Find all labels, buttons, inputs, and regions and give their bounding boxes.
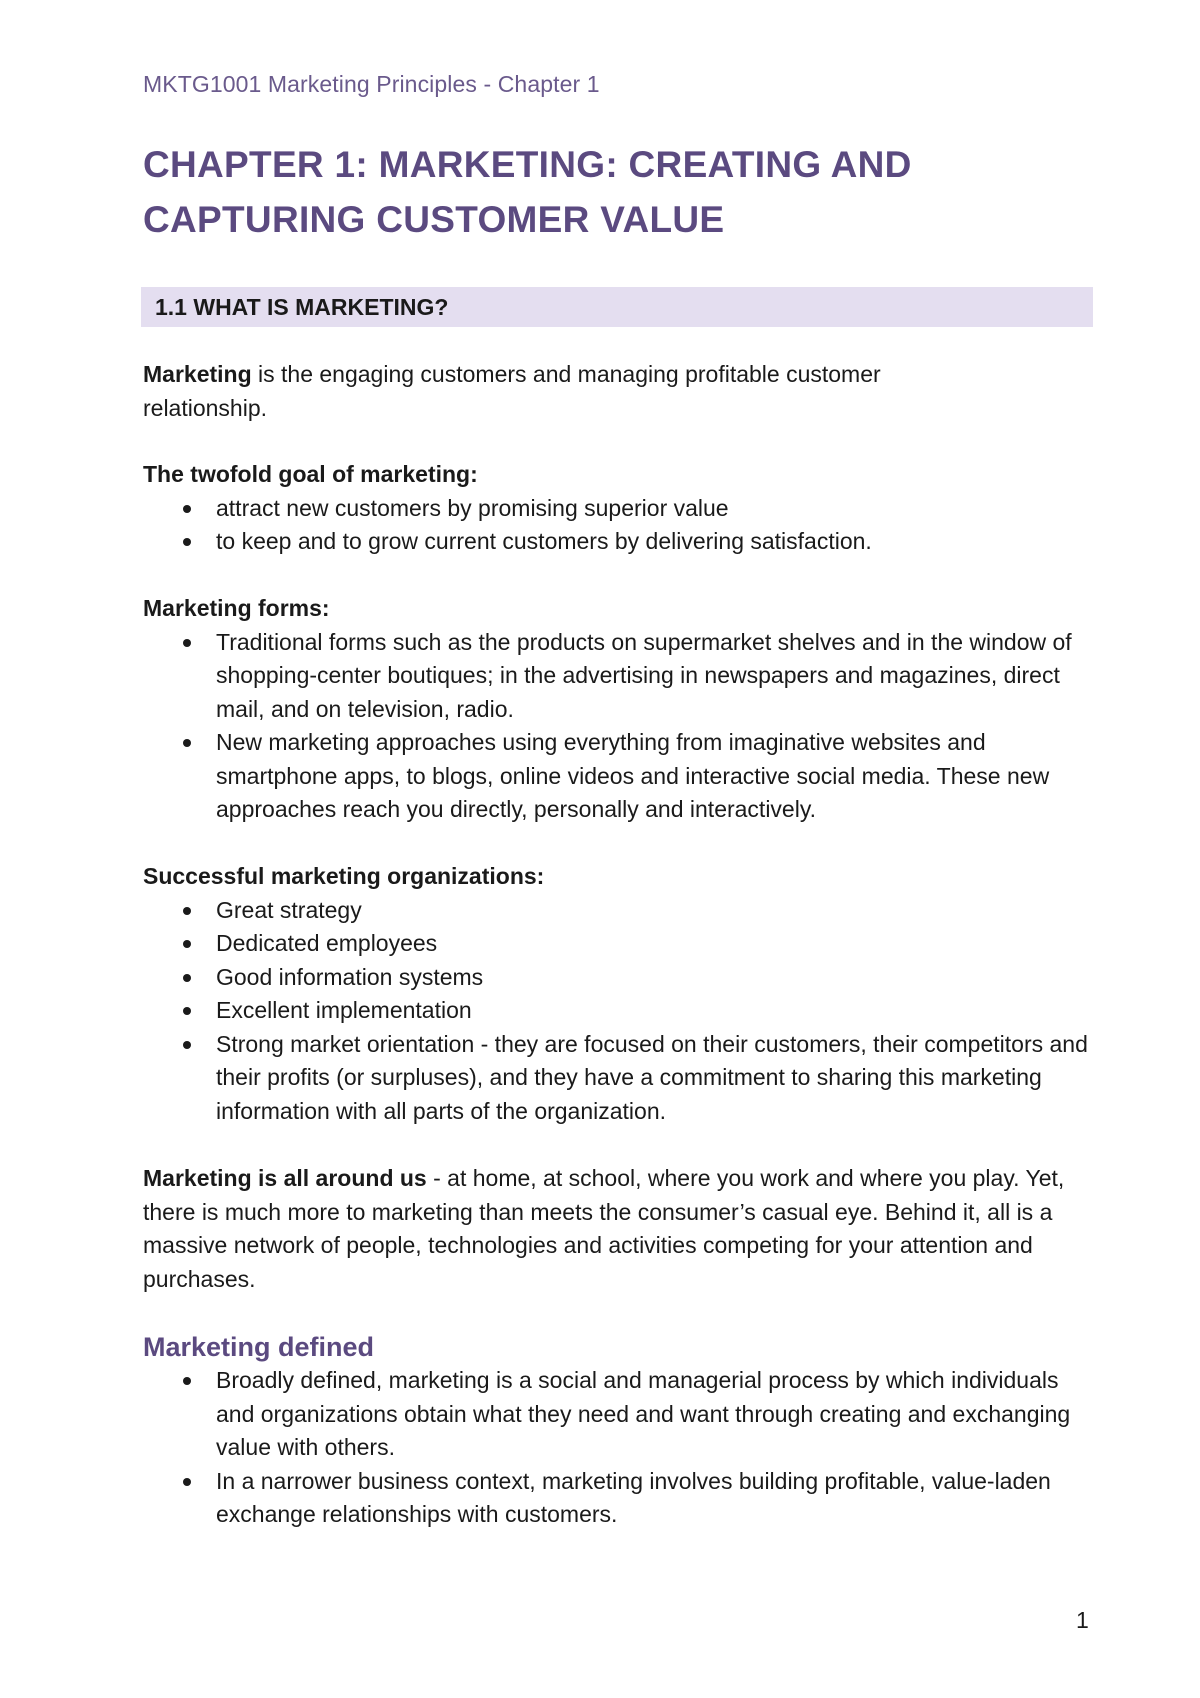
chapter-title — [143, 137, 1063, 247]
list-item: attract new customers by promising superior value — [143, 492, 1093, 526]
definition-paragraph — [143, 358, 963, 425]
successful-organizations-block — [143, 860, 1103, 1128]
twofold-goal-list — [143, 492, 1103, 559]
list-item: Great strategy — [143, 894, 1093, 928]
successful-organizations-list — [143, 894, 1103, 1129]
section-heading: 1.1 WHAT IS MARKETING? — [155, 294, 449, 320]
definition-term: Marketing — [143, 361, 252, 387]
list-item: Excellent implementation — [143, 994, 1093, 1028]
definition-text: is the engaging customers and managing profitable customer relationship. — [143, 361, 881, 421]
marketing-forms-block — [143, 592, 1103, 827]
twofold-goal-block — [143, 458, 1103, 559]
around-us-paragraph — [143, 1162, 1093, 1296]
marketing-forms-heading: Marketing forms: — [143, 595, 330, 621]
section-heading-bar — [141, 287, 1093, 327]
chapter-title-line-2: CAPTURING CUSTOMER VALUE — [143, 199, 725, 240]
list-item: Traditional forms such as the products on supermarket shelves and in the window of shopping-center boutiques; in the advertising in newspapers and magazines, direct mail, and on television, radio. — [143, 626, 1093, 727]
twofold-goal-heading: The twofold goal of marketing: — [143, 461, 478, 487]
successful-organizations-heading: Successful marketing organizations: — [143, 863, 545, 889]
list-item: New marketing approaches using everything from imaginative websites and smartphone apps, to blogs, online videos and interactive social media. These new approaches reach you directly, personally and interactively. — [143, 726, 1093, 827]
list-item: to keep and to grow current customers by delivering satisfaction. — [143, 525, 1093, 559]
page-number: 1 — [1076, 1607, 1089, 1633]
list-item: In a narrower business context, marketing involves building profitable, value-laden exchange relationships with customers. — [143, 1465, 1093, 1532]
marketing-defined-heading: Marketing defined — [143, 1332, 375, 1362]
running-header: MKTG1001 Marketing Principles - Chapter 1 — [143, 71, 600, 97]
around-us-lead: Marketing is all around us — [143, 1165, 427, 1191]
list-item: Strong market orientation - they are focused on their customers, their competitors and their profits (or surpluses), and they have a commitment to sharing this marketing information with all parts of the organization. — [143, 1028, 1093, 1129]
marketing-defined-list — [143, 1364, 1103, 1532]
list-item: Broadly defined, marketing is a social and managerial process by which individuals and organizations obtain what they need and want through creating and exchanging value with others. — [143, 1364, 1093, 1465]
around-us-text: - at home, at school, where you work and where you play. Yet, there is much more to marketing than meets the consumer’s casual eye. Behind it, all is a massive network of people, technologies and activities competing for your attention and purchases. — [143, 1165, 1065, 1292]
list-item: Good information systems — [143, 961, 1093, 995]
marketing-forms-list — [143, 626, 1103, 827]
chapter-title-line-1: CHAPTER 1: MARKETING: CREATING AND — [143, 144, 912, 185]
list-item: Dedicated employees — [143, 927, 1093, 961]
marketing-defined-block — [143, 1330, 1103, 1532]
